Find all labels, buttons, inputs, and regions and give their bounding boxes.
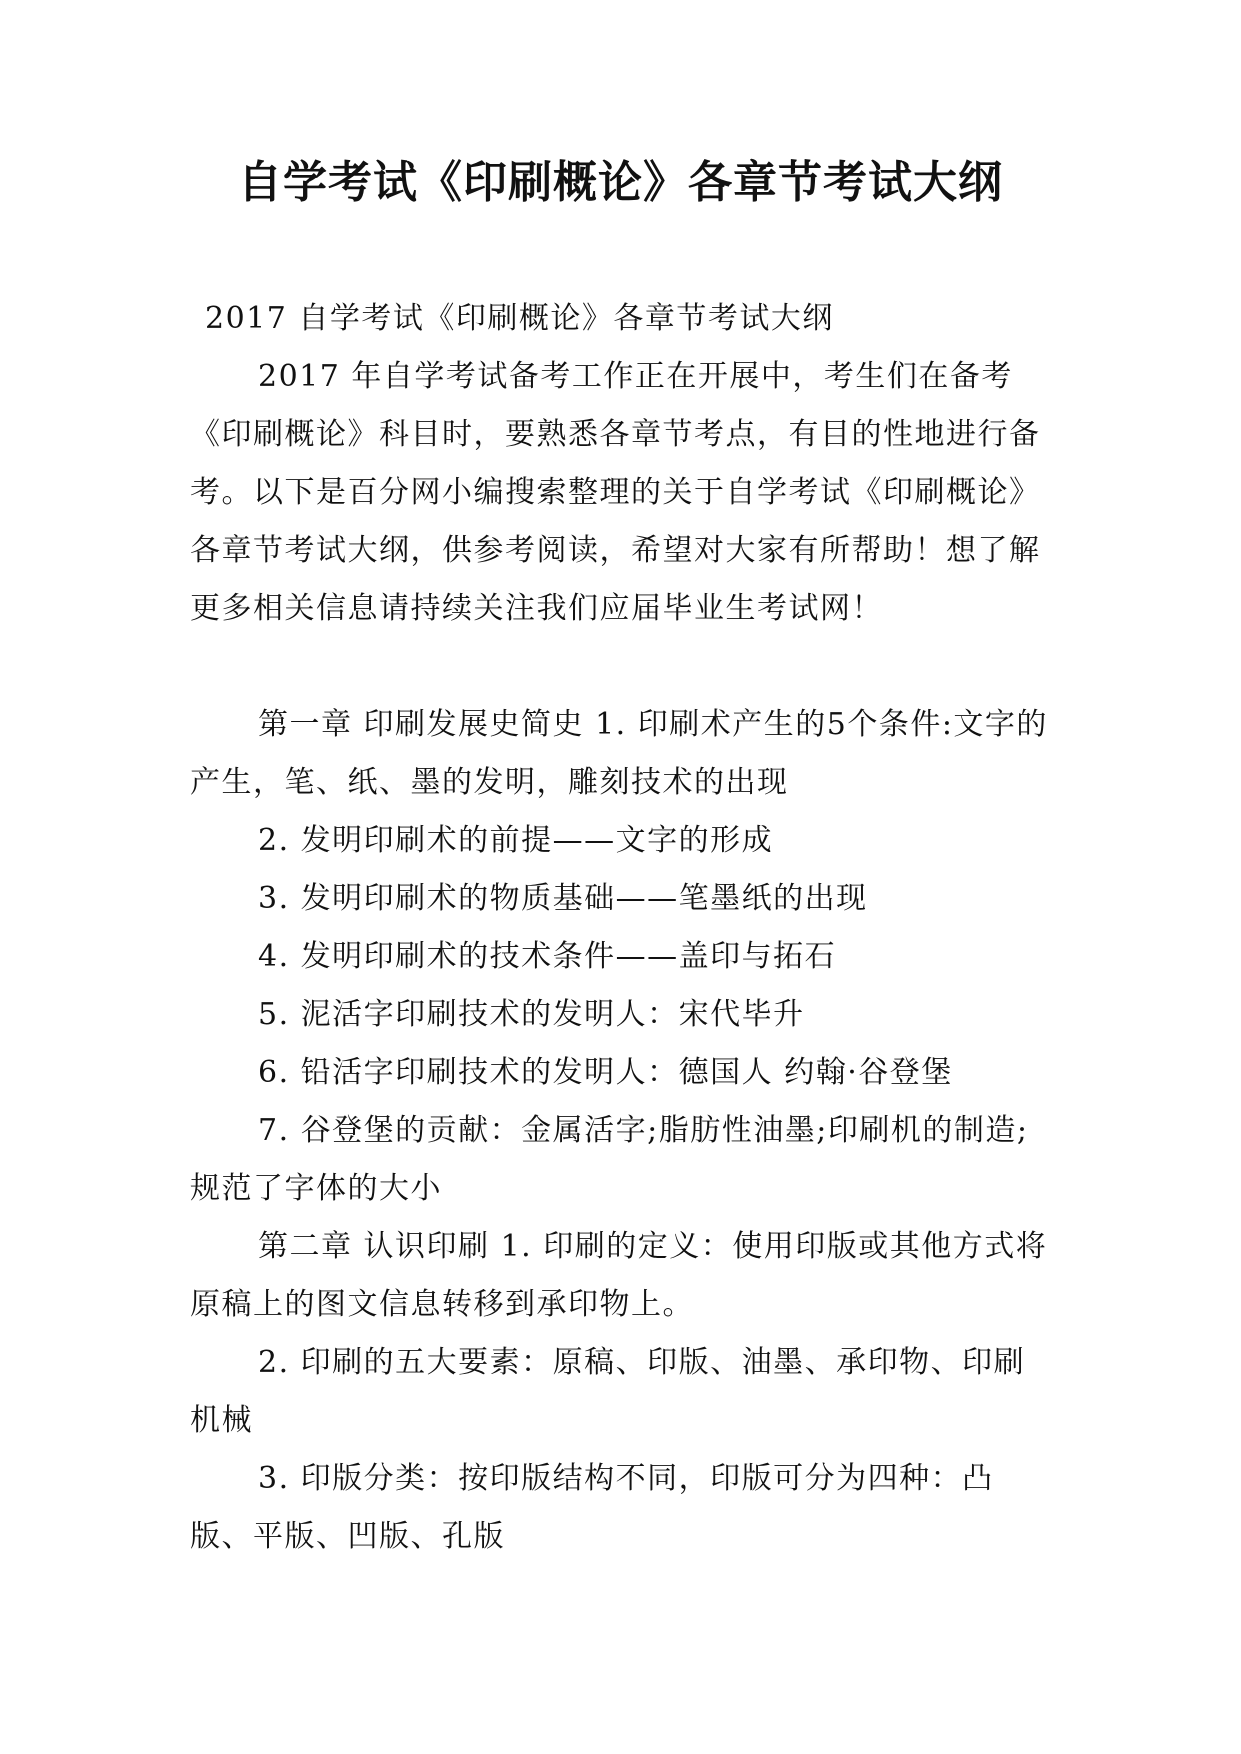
document-title: 自学考试《印刷概论》各章节考试大纲 [238,157,1003,208]
chapter1-item: 5. 泥活字印刷技术的发明人：宋代毕升 [258,997,805,1032]
chapter1-item: 2. 发明印刷术的前提——文字的形成 [258,823,774,858]
chapter1-heading: 第一章 印刷发展史简史 1. 印刷术产生的5个条件:文字的产生，笔、纸、墨的发明，雕刻技术的出现 [190,707,1048,800]
chapter1-item: 4. 发明印刷术的技术条件——盖印与拓石 [258,939,837,974]
chapter2-item: 2. 印刷的五大要素：原稿、印版、油墨、承印物、印刷机械 [190,1345,1026,1438]
chapter1-item: 6. 铅活字印刷技术的发明人：德国人 约翰·谷登堡 [258,1055,953,1090]
document-subtitle: 2017 自学考试《印刷概论》各章节考试大纲 [205,301,834,336]
paragraph-gap [190,638,1052,696]
chapter2-item: 3. 印版分类：按印版结构不同，印版可分为四种：凸版、平版、凹版、孔版 [190,1461,994,1554]
document-body [190,290,1052,1566]
chapter2-heading: 第二章 认识印刷 1. 印刷的定义：使用印版或其他方式将原稿上的图文信息转移到承印物上。 [190,1229,1048,1322]
intro-paragraph: 2017 年自学考试备考工作正在开展中，考生们在备考《印刷概论》科目时，要熟悉各章节考点，有目的性地进行备考。以下是百分网小编搜索整理的关于自学考试《印刷概论》各章节考试大纲，供参考阅读，希望对大家有所帮助！想了解更多相关信息请持续关注我们应届毕业生考试网！ [190,359,1041,626]
chapter1-item: 7. 谷登堡的贡献：金属活字;脂肪性油墨;印刷机的制造;规范了字体的大小 [190,1113,1029,1206]
chapter1-item: 3. 发明印刷术的物质基础——笔墨纸的出现 [258,881,868,916]
